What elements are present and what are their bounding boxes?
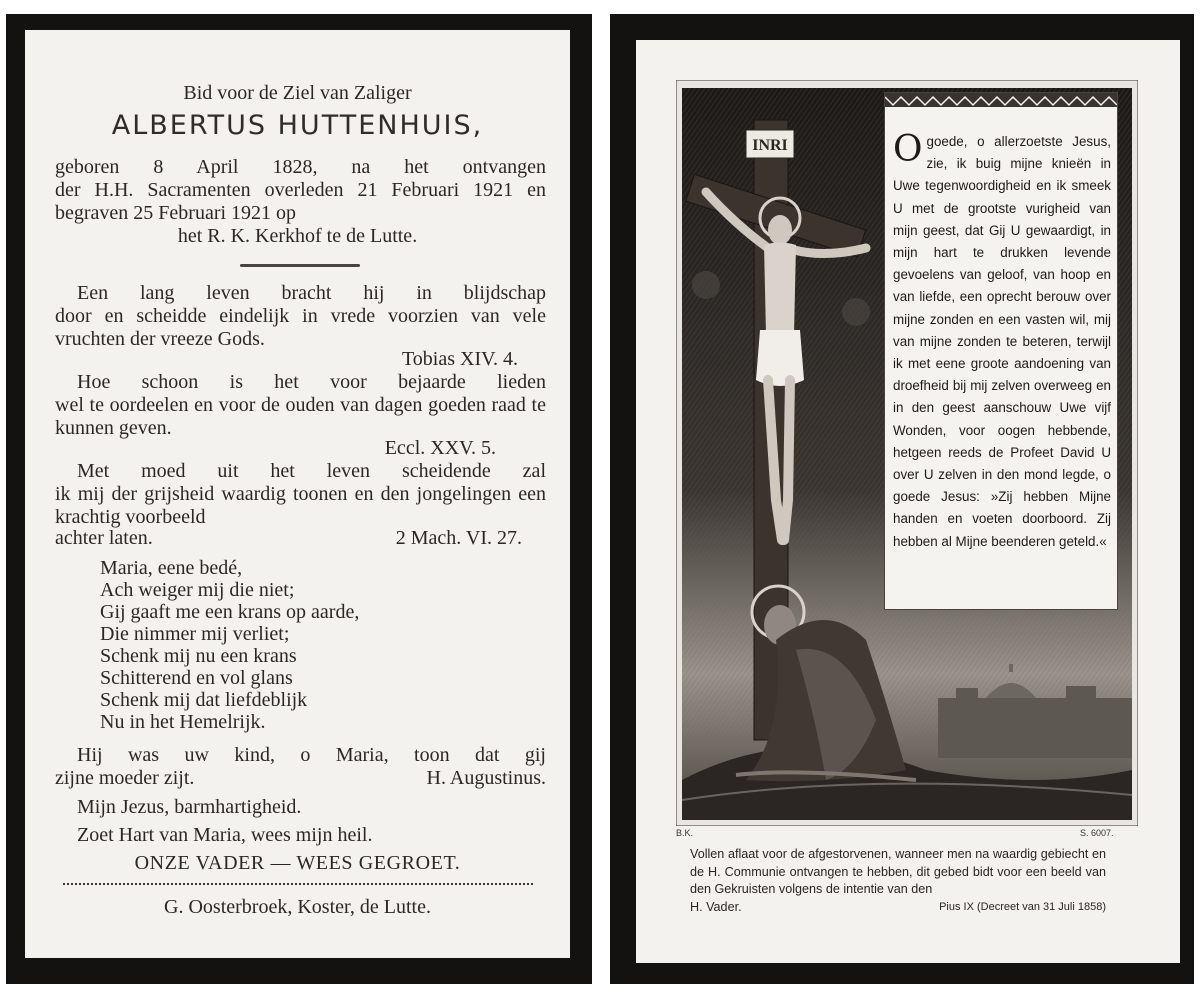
verse3-line-1: Met moed uit het leven scheidende zal: [77, 460, 546, 482]
prayer-body: goede, o allerzoetste Jesus, zie, ik buig mijne knieën in Uwe tegenwoordigheid en ik smeek U met de grootste vurigheid van mijn geest, dat Gij U gewaardigt, in mijn hart te drukken levende gevoelens van geloof, van hoop en van liefde, een oprecht berouw over mijne zonden en een vasten wil, mij van mijne zonden te beteren, terwijl ik met eene groote aandoening van droefheid bij mij zelven overweeg en in den geest aanschouw Uwe vijf Wonden, voor oogen hebbende, hetgeen reeds de Profeet David U over U zelven in den mond legde, o goede Jesus: »Zij hebben Mijne handen en voeten doorboord. Zij hebben al Mijne beenderen geteld.«: [893, 134, 1111, 549]
scroll-zigzag-border: [885, 93, 1117, 113]
ornament-divider: [240, 264, 360, 267]
prayer-scroll: [884, 92, 1118, 610]
indulgence-note: [690, 846, 1106, 916]
poem-line: Die nimmer mij verliet;: [100, 623, 290, 645]
poem: [100, 557, 359, 733]
bio-line-1: geboren 8 April 1828, na het ontvangen: [55, 156, 546, 178]
verse1-ref: Tobias XIV. 4.: [401, 348, 518, 370]
verse1-body: door en scheidde eindelijk in vrede voorzien van vele vruchten der vreeze Gods.: [55, 305, 546, 350]
plate-number: S. 6007.: [1080, 828, 1114, 838]
deceased-name: ALBERTUS HUTTENHUIS,: [111, 110, 484, 141]
verse3-ref: 2 Mach. VI. 27.: [395, 527, 522, 549]
verse2-body: wel te oordeelen en voor de ouden van dagen goeden raad te kunnen geven.: [55, 394, 546, 439]
prayer-dropcap: O: [893, 129, 923, 170]
closing-prayers: ONZE VADER — WEES GEGROET.: [134, 852, 461, 874]
augustine-line-1: Hij was uw kind, o Maria, toon dat gij: [77, 744, 546, 766]
printer-credit: G. Oosterbroek, Koster, de Lutte.: [164, 896, 431, 918]
poem-line: Nu in het Hemelrijk.: [100, 711, 266, 733]
poem-line: Schenk mij nu een krans: [100, 645, 297, 667]
left-card: [25, 30, 570, 958]
bio-line-2: der H.H. Sacramenten overleden 21 Februari 1921 en begraven 25 Februari 1921 op: [55, 179, 546, 224]
engraver-mark: B.K.: [676, 828, 694, 838]
verse2-ref: Eccl. XXV. 5.: [384, 437, 496, 459]
decree-reference: Pius IX (Decreet van 31 Juli 1858): [939, 900, 1106, 913]
poem-line: Schenk mij dat liefdeblijk: [100, 689, 308, 711]
verse2-line-1: Hoe schoon is het voor bejaarde lieden: [77, 371, 546, 393]
augustine-line-2: zijne moeder zijt.: [55, 767, 195, 789]
augustine-ref: H. Augustinus.: [426, 767, 546, 789]
bio-line-3: het R. K. Kerkhof te de Lutte.: [177, 225, 418, 247]
poem-line: Schitterend en vol glans: [100, 667, 293, 689]
poem-line: Gij gaaft me een krans op aarde,: [100, 601, 360, 623]
invocation-jesus: Mijn Jezus, barmhartigheid.: [77, 796, 302, 818]
intro-line: Bid voor de Ziel van Zaliger: [183, 82, 412, 104]
indulgence-last: H. Vader.: [690, 899, 742, 914]
poem-line: Ach weiger mij die niet;: [100, 579, 295, 601]
indulgence-text: Vollen aflaat voor de afgestorvenen, wanneer men na waardig gebiecht en de H. Communie ontvangen te hebben, dit gebed bidt voor een beeld van den Gekruisten volgens de intentie van den: [690, 847, 1106, 896]
inri-title: INRI: [752, 137, 788, 154]
verse1-line-1: Een lang leven bracht hij in blijdschap: [77, 282, 546, 304]
verse3-last: achter laten.: [55, 527, 153, 549]
invocation-maria: Zoet Hart van Maria, wees mijn heil.: [77, 824, 373, 846]
prayer-text: [893, 131, 1111, 553]
dotted-divider: [63, 883, 533, 885]
poem-line: Maria, eene bedé,: [100, 557, 243, 579]
verse3-body: ik mij der grijsheid waardig toonen en den jongelingen een krachtig voorbeeld: [55, 483, 546, 528]
